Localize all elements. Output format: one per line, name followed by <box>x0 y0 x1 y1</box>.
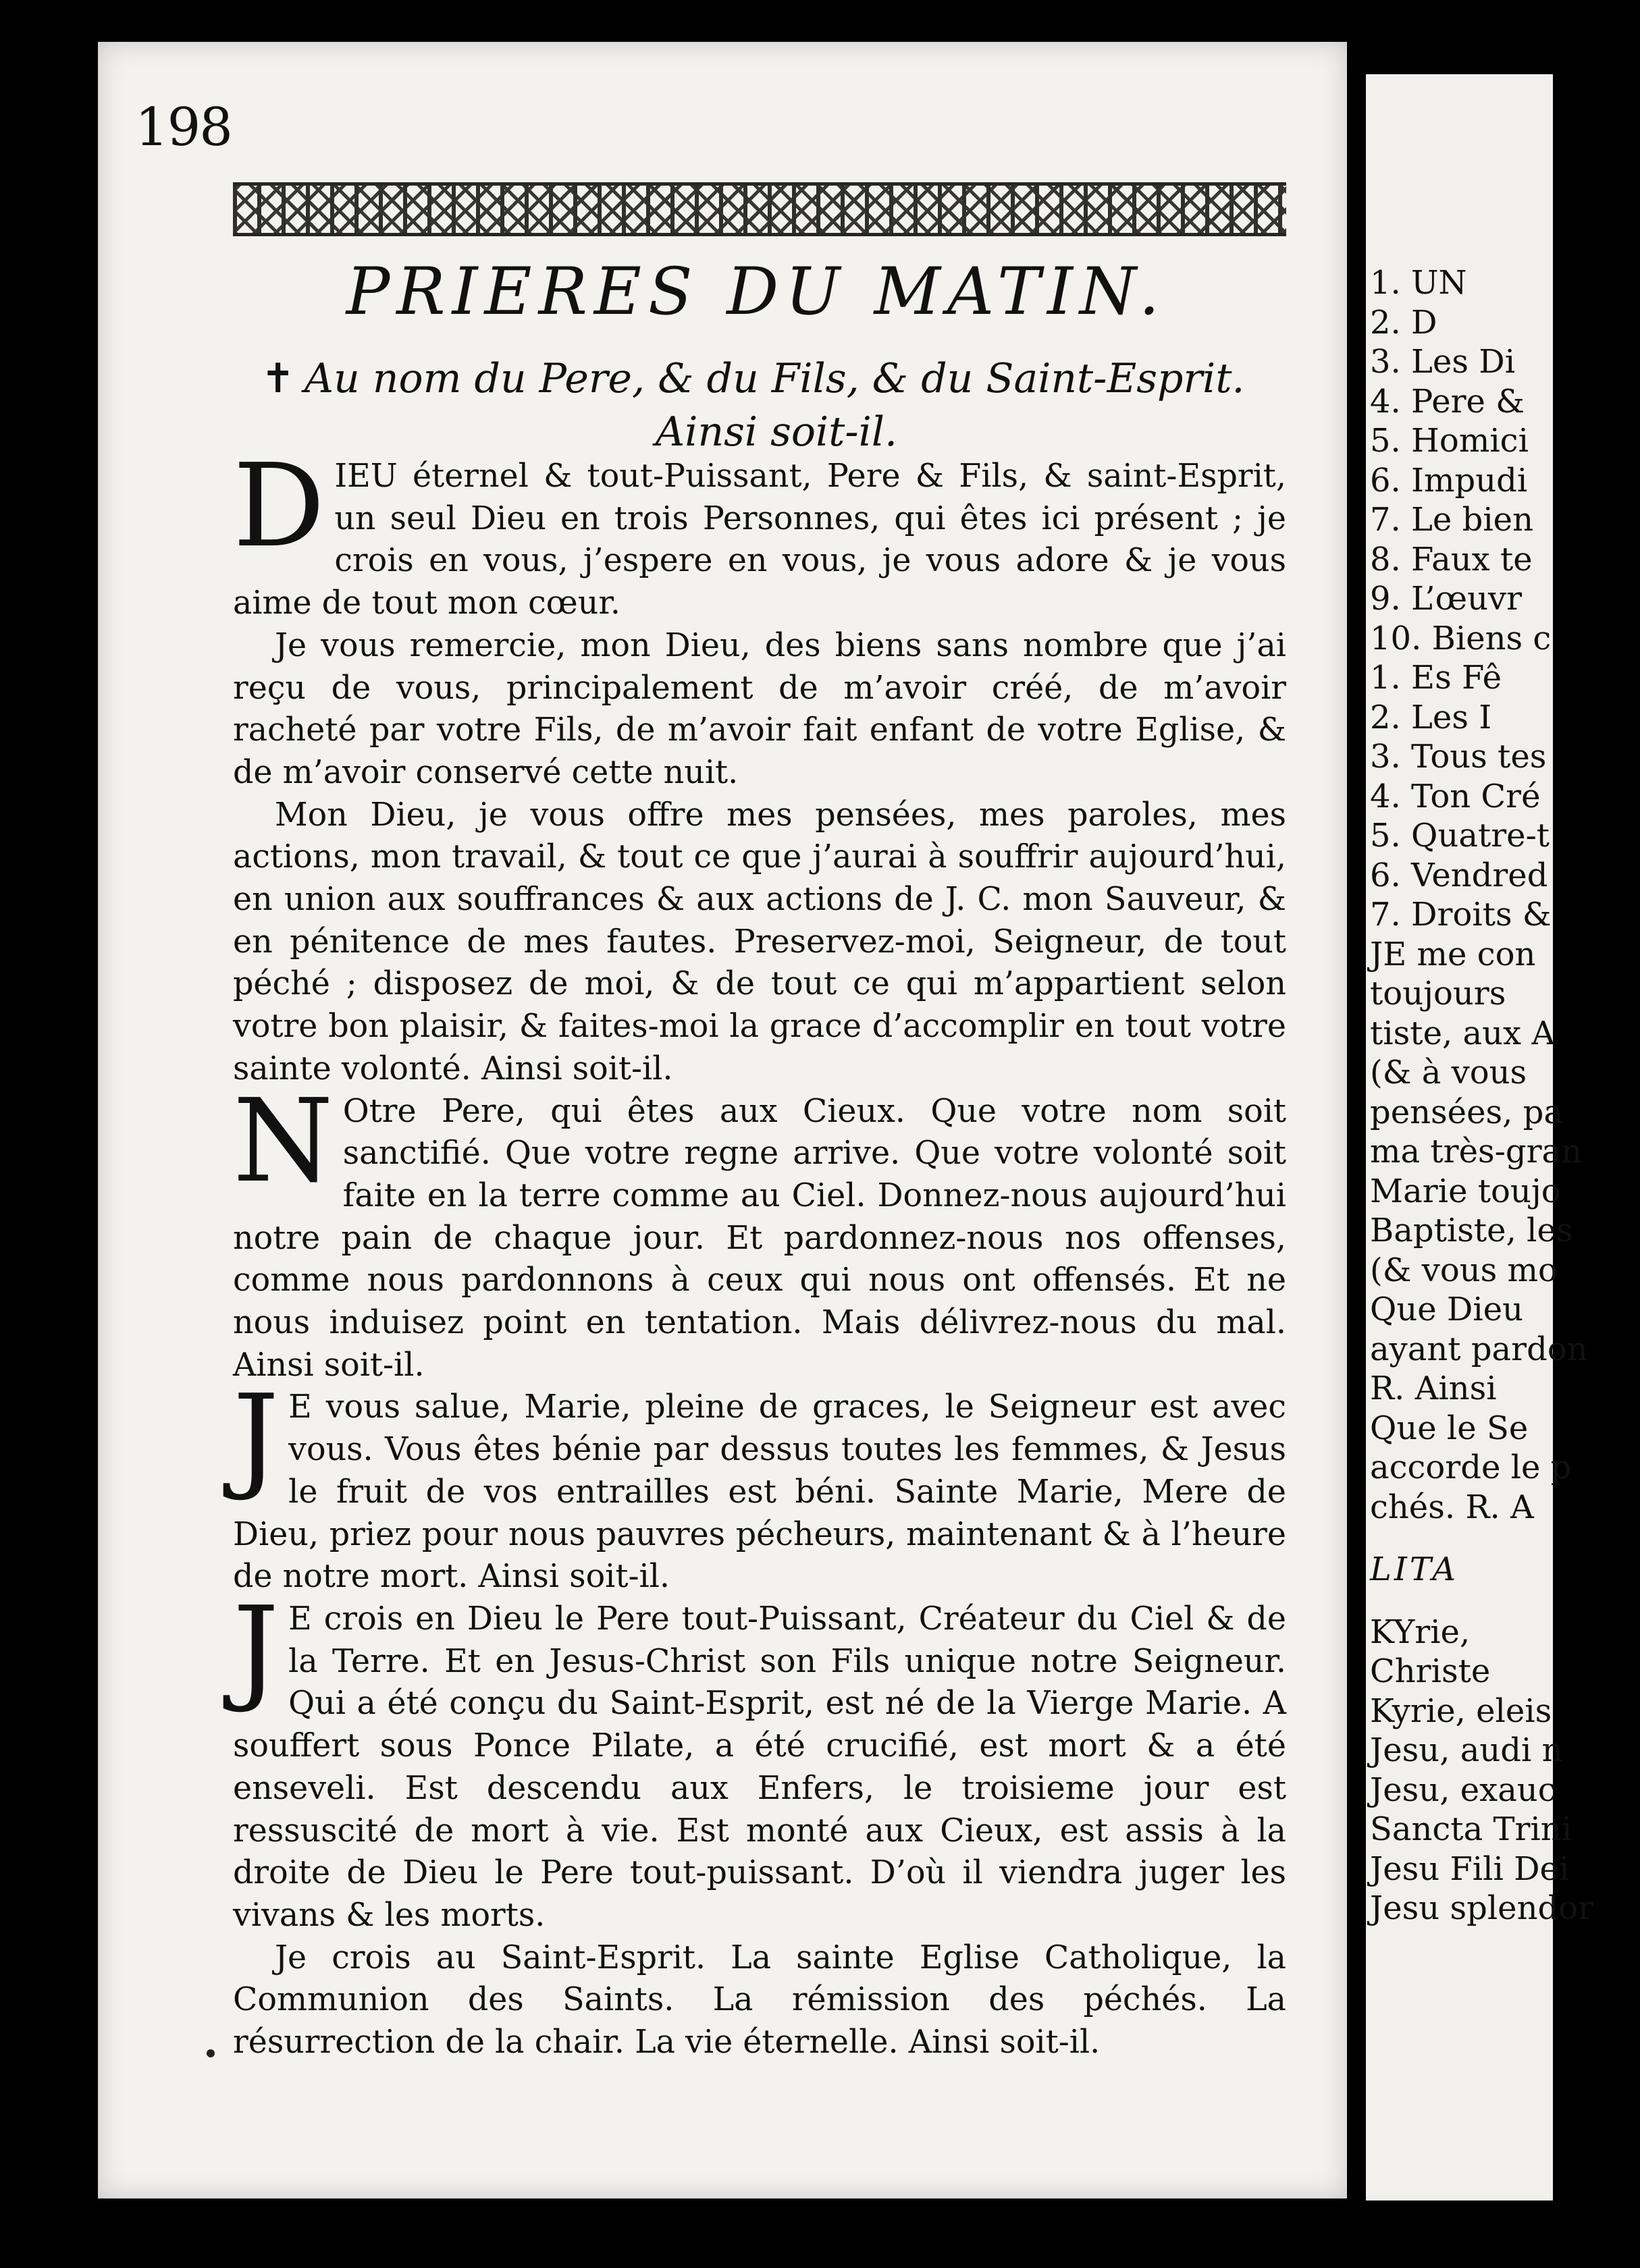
right-page-line: 1. UN <box>1370 264 1467 302</box>
right-page-line: (& vous mo <box>1370 1251 1558 1289</box>
right-page-line: chés. R. A <box>1370 1488 1534 1526</box>
right-page-line: Que Dieu <box>1370 1291 1524 1328</box>
right-page-line: 7. Droits & <box>1370 896 1552 934</box>
decorative-ornament-band <box>233 182 1286 236</box>
right-page-line: Sancta Trini <box>1370 1810 1572 1848</box>
invocation-amen: Ainsi soit-il. <box>655 408 898 456</box>
right-page-line: R. Ainsi <box>1370 1370 1497 1407</box>
paragraph-thanksgiving: Je vous remercie, mon Dieu, des biens sans nombre que j’ai reçu de vous, principalement de m’avoir créé, de m’avoir racheté par votre Fils, de m’avoir fait enfant de votre Eglise, & de m’avoir conservé cette nuit. <box>233 626 1286 791</box>
right-page-line: LITA <box>1370 1550 1458 1588</box>
right-page-line: KYrie, <box>1370 1613 1471 1651</box>
paragraph-ave-maria: JE vous salue, Marie, pleine de graces, le Seigneur est avec vous. Vous êtes bénie par dessus toutes les femmes, & Jesus le fruit de vos entrailles est béni. Sainte Marie, Mere de Dieu, priez pour nous pauvres pécheurs, maintenant & à l’heure de notre mort. Ainsi soit-il. <box>233 1370 1286 1596</box>
invocation-text: Au nom du Pere, & du Fils, & du Saint-Esprit. <box>304 355 1245 402</box>
right-page-line: toujours <box>1370 975 1506 1013</box>
right-page-line: pensées, pa <box>1370 1093 1563 1131</box>
right-page-line: 2. Les I <box>1370 698 1492 736</box>
right-page-line: Que le Se <box>1370 1409 1529 1447</box>
right-page-text <box>1370 263 1640 1928</box>
right-page-line: Christe <box>1370 1652 1491 1690</box>
right-page-line: 5. Homici <box>1370 422 1529 460</box>
right-page-line: 10. Biens c <box>1370 619 1552 657</box>
right-page <box>1366 74 1594 2200</box>
right-page-line: 8. Faux te <box>1370 540 1533 578</box>
page-title: PRIERES DU MATIN. <box>346 254 1167 329</box>
right-page-line: 3. Les Di <box>1370 343 1516 381</box>
right-page-line: ma très-gran <box>1370 1133 1583 1170</box>
paragraph-credo: JE crois en Dieu le Pere tout-Puissant, Créateur du Ciel & de la Terre. Et en Jesus-Christ son Fils unique notre Seigneur. Qui a été conçu du Saint-Esprit, est né de la Vierge Marie. A souffert sous Ponce Pilate, a été crucifié, est mort & a été enseveli. Est descendu aux Enfers, le troisieme jour est ressuscité de mort à vie. Est monté aux Cieux, est assis à la droite de Dieu le Pere tout-puissant. D’où il viendra juger les vivans & les morts. <box>233 1582 1286 1934</box>
paragraph-notre-pere: NOtre Pere, qui êtes aux Cieux. Que votre nom soit sanctifié. Que votre regne arrive. Que votre volonté soit faite en la terre comme au Ciel. Donnez-nous aujourd’hui notre pain de chaque jour. Et pardonnez-nous nos offenses, comme nous pardonnons à ceux qui nous ont offensés. Et ne nous induisez point en tentation. Mais délivrez-nous du mal. Ainsi soit-il. <box>233 1074 1286 1384</box>
invocation <box>257 354 1249 403</box>
right-page-line: 4. Ton Cré <box>1370 777 1541 815</box>
ink-dot <box>207 2049 215 2057</box>
paragraph-offering: Mon Dieu, je vous offre mes pensées, mes paroles, mes actions, mon travail, & tout ce que j’aurai à souffrir aujourd’hui, en union aux souffrances & aux actions de J. C. mon Sauveur, & en pénitence de mes fautes. Preservez-moi, Seigneur, de tout péché ; disposez de moi, & de tout ce qui m’appartient selon votre bon plaisir, & faites-moi la grace d’accomplir en tout votre sainte volonté. Ainsi soit-il. <box>233 796 1286 1087</box>
right-page-line: 9. L’œuvr <box>1370 580 1523 618</box>
right-page-line: Marie toujo <box>1370 1172 1561 1210</box>
right-page-line: (& à vous <box>1370 1054 1527 1091</box>
right-page-line: Baptiste, les <box>1370 1212 1573 1249</box>
right-page-line: 6. Impudi <box>1370 461 1528 500</box>
right-page-line: 1. Es Fê <box>1370 659 1502 697</box>
right-page-line: 2. D <box>1370 303 1437 342</box>
prayer-text <box>233 439 1286 2064</box>
right-page-line: JE me con <box>1370 935 1536 973</box>
page-number: 198 <box>135 97 232 158</box>
right-page-line: 5. Quatre-t <box>1370 817 1550 855</box>
paragraph-credo-end: Je crois au Saint-Esprit. La sainte Eglise Catholique, la Communion des Saints. La rémission des péchés. La résurrection de la chair. La vie éternelle. Ainsi soit-il. <box>233 1939 1286 2061</box>
right-page-line: Kyrie, eleis <box>1370 1692 1552 1730</box>
right-page-line: 4. Pere & <box>1370 382 1525 421</box>
right-page-line: Jesu Fili Dei <box>1370 1850 1570 1888</box>
right-page-line: 6. Vendred <box>1370 856 1548 894</box>
cross-icon: ✝ <box>261 355 295 402</box>
right-page-line: accorde le p <box>1370 1449 1572 1486</box>
right-page-line: Jesu splendor <box>1370 1889 1594 1927</box>
right-page-line: tiste, aux A <box>1370 1014 1556 1052</box>
right-page-line: Jesu, exauc <box>1370 1771 1556 1809</box>
right-page-line: ayant pardon <box>1370 1330 1588 1368</box>
right-page-line: 7. Le bien <box>1370 501 1533 539</box>
right-page-line: Jesu, audi n <box>1370 1731 1563 1769</box>
right-page-line: 3. Tous tes <box>1370 738 1547 776</box>
paragraph-credo-dieu: DIEU éternel & tout-Puissant, Pere & Fils, & saint-Esprit, un seul Dieu en trois Personnes, qui êtes ici présent ; je crois en vous, j’espere en vous, je vous adore & je vous aime de tout mon cœur. <box>233 439 1286 622</box>
